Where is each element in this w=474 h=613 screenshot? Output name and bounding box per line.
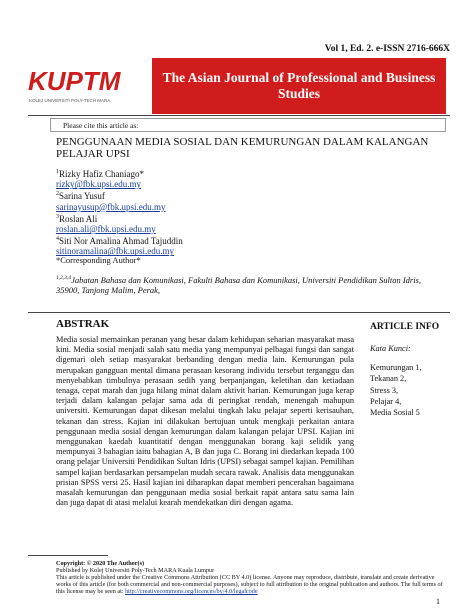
author-entry: $^4$Siti Nor Amalina Ahmad Tajuddin (56, 236, 183, 247)
keyword-item: Media Sosial 5 (370, 408, 420, 418)
author-name: Rizky Hafiz Chaniago* (59, 169, 144, 179)
journal-title: The Asian Journal of Professional and Business Studies (162, 70, 436, 101)
paper-title: PENGGUNAAN MEDIA SOSIAL DAN KEMURUNGAN DALAM KALANGAN PELAJAR UPSI (56, 136, 429, 160)
license-link[interactable]: http://creativecommons.org/licences/by/4.0/legalcode (125, 588, 258, 596)
author-name: Sarina Yusuf (59, 191, 105, 202)
keyword-list (370, 362, 422, 418)
abstract-body: Media sosial memainkan peranan yang besar dalam kehidupan seharian masyarakat masa kini. Media sosial menjadi salah satu media yang mempunyai pelbagai fungsi dan sangat digemari oleh setiap masyarakat berbanding dengan media lain. Kemurungan pula merupakan gangguan mental dimana perasaan kesorang individu tersebut terganggu dan menyebabkan timbulnya perasaan sedih yang berpanjangan, keletihan dan ketiadaan tenaga, cepat marah dan juga hilang minat dalam aktivit harian. Kemurungan juga kerap terjadi dalam kalangan pelajar sama ada di peringkat rendah, menengah mahupun universiti. Kemurungan dapat dikesan melalui tingkah laku pelajar seperti kerisauhan, tekanan dan stress. Kajian ini dilakukan bertujuan untuk mengkaji perkaitan antara penggunaan media sosial dengan kemurungan dalam kalangan pelajar UPSI. Kajian ini menggunakan kaedah kuantitatif dengan menggunakan borang kaji selidik yang mempunyai 3 bahagian iaitu bahagian A, B dan juga C. Borang ini diedarkan kepada 100 orang pelajar Universiti Pendidikan Sultan Idris (UPSI) sebagai sampel kajian. Pemilihan sampel kajian berdasarkan persampelan mudah secara rawak. Analisis data menggunakan prisian SPSS versi 25. Hasil kajian ini diharapkan dapat memberi pencerahan bagaimana masalah kemurungan dan penggunaan media sosial berkait rapat antara satu sama lain dan juga dapat di atasi melalui kearah mendekatkan diri dengan agama. (56, 335, 354, 508)
keyword-item: Tekanan 2, (370, 374, 407, 384)
copyright-line: Copyright: © 2020 The Author(s) (56, 560, 145, 567)
journal-logo (28, 62, 138, 108)
author-email-link[interactable]: sarinayusup@fbk.upsi.edu.my (56, 201, 166, 212)
author-email-link[interactable]: roslan.ali@fbk.upsi.edu.my (56, 224, 156, 235)
keyword-item: Kemurungan 1, (370, 363, 422, 372)
issue-info: Vol 1, Ed. 2. e-ISSN 2716-666X (324, 44, 450, 54)
logo-text: KUPTM (28, 66, 121, 96)
license-text: This article is published under the Creative Commons Attribution (CC BY 4.0) license. Anyone may reproduce, distribute, translate and create derivative works of this article (for both commercial and non-commercial purposes), subject to full attribution to the original publication and authors. The full terms of this license may be seen at: (56, 574, 443, 596)
header-divider (28, 115, 450, 116)
keywords-label: Kata Kunci: (370, 344, 411, 353)
author-email-link[interactable]: sitinoramalina@fbk.upsi.edu.my (56, 246, 175, 257)
author-name: Siti Nor Amalina Ahmad Tajuddin (59, 236, 183, 247)
cite-label: Please cite this article as: (63, 121, 139, 130)
author-email-link[interactable]: rizky@fbk.upsi.edu.my (56, 179, 142, 190)
journal-title-banner (152, 58, 446, 114)
author-list (56, 167, 183, 257)
keyword-item: Stress 3, (370, 385, 399, 395)
corresponding-author-note: *Corresponding Author* (56, 255, 141, 265)
publisher-line: Published by Kolej Universiti Poly-Tech MARA Kuala Lumpur (56, 567, 215, 575)
logo-tagline: KOLEJ UNIVERSITI POLY-TECH MARA (29, 98, 111, 103)
author-entry: $^1$Rizky Hafiz Chaniago* (56, 169, 144, 179)
abstract-divider (28, 312, 450, 313)
author-name: Roslan Ali (59, 213, 98, 224)
keyword-item: Pelajar 4, (370, 396, 402, 406)
author-entry: $^2$Sarina Yusuf (56, 191, 105, 202)
affiliation: $^{1,2,3,4}$Jabatan Bahasa dan Komunikasi, Fakulti Bahasa dan Komunikasi, Universiti Pendidikan Sultan Idris, 35900, Tanjong Malim, Perak, (56, 274, 422, 295)
page-number: 1 (436, 597, 440, 606)
author-entry: $^3$Roslan Ali (56, 213, 98, 224)
footnote-divider (28, 555, 108, 556)
article-info-heading: ARTICLE INFO (370, 322, 440, 332)
copyright-footer (56, 560, 448, 595)
affiliation-text: Jabatan Bahasa dan Komunikasi, Fakulti Bahasa dan Komunikasi, Universiti Pendidikan Sultan Idris, 35900, Tanjong Malim, Perak, (56, 274, 422, 295)
abstract-heading: ABSTRAK (56, 318, 110, 330)
cite-box (50, 118, 446, 132)
